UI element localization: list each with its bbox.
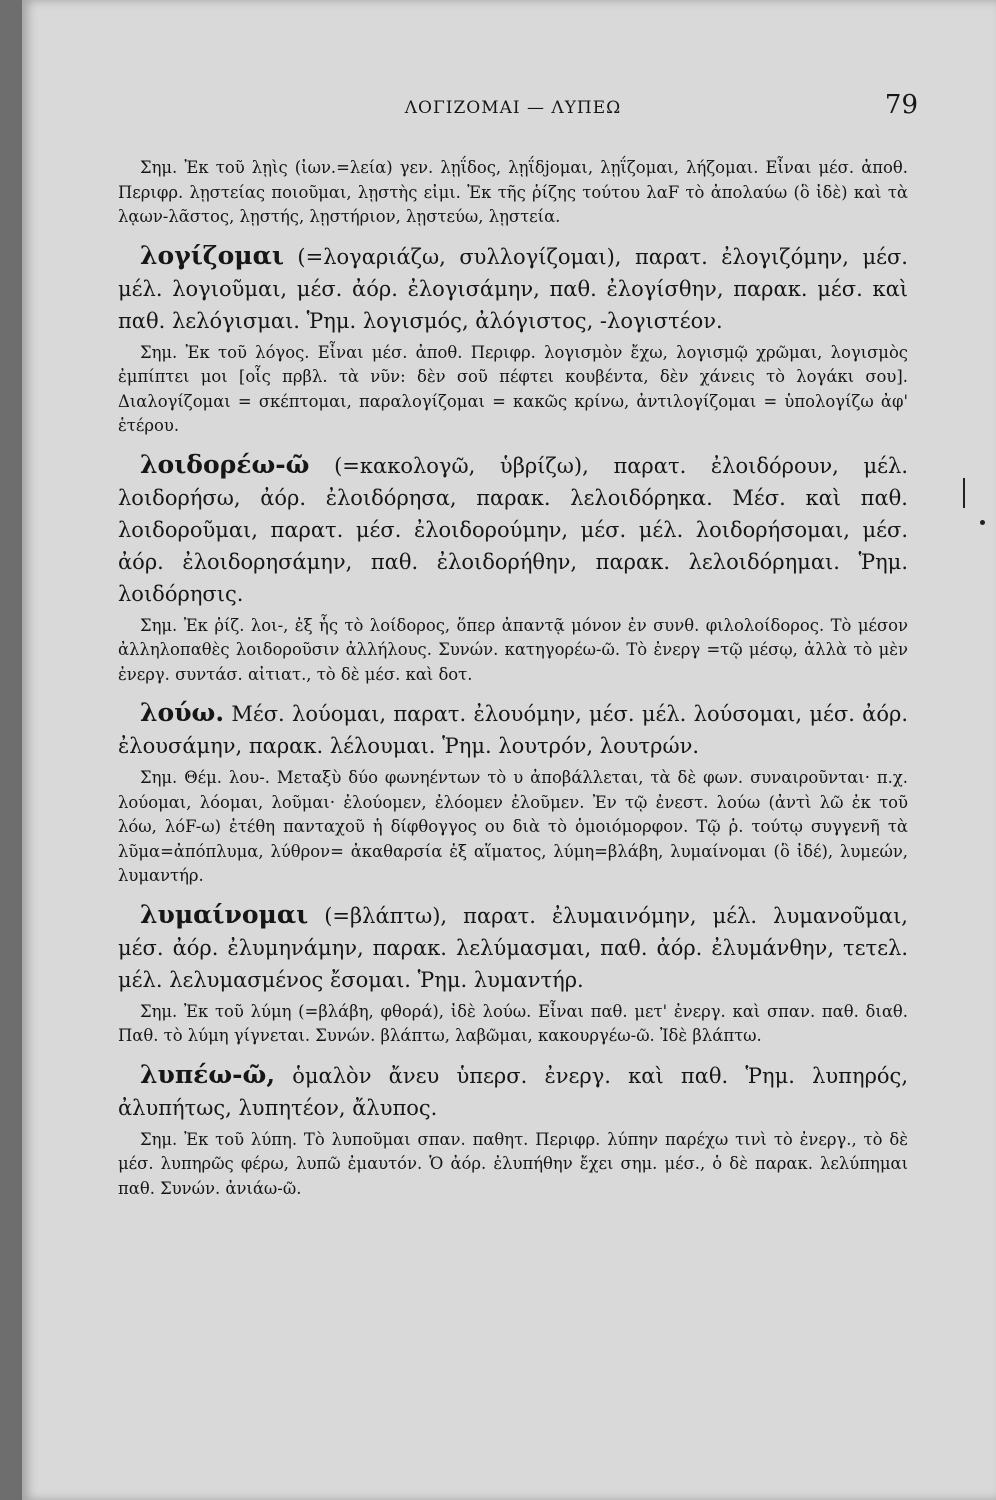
headword: λυπέω-ῶ, [140,1059,276,1089]
running-head: ΛΟΓΙΖΟΜΑΙ — ΛΥΠΕΩ [404,98,622,118]
entry-text: Μέσ. λούομαι, παρατ. ἐλουόμην, μέσ. μέλ. λούσομαι, μέσ. ἀόρ. ἐλουσάμην, παρακ. λέλουμαι. Ῥημ. λουτρόν, λουτρών. [118,702,908,758]
entry-note: Σημ. Ἐκ τοῦ λόγος. Εἶναι μέσ. ἀποθ. Περιφρ. λογισμὸν ἔχω, λογισμῷ χρῶμαι, λογισμὸς ἐμπίπτει μοι [οἷς πρβλ. τὰ νῦν: δὲν σοῦ πέφτει κουβέντα, δὲν χάνεις τὸ λογάκι σου]. Διαλογίζομαι = σκέπτομαι, παραλογίζομαι = κακῶς κρίνω, ἀντιλογίζομαι = ὑπολογίζω ἀφ' ἑτέρου. [118,342,908,435]
entry-definition [118,899,908,996]
entry-text: (=κακολογῶ, ὑβρίζω), παρατ. ἐλοιδόρουν, μέλ. λοιδορήσω, ἀόρ. ἐλοιδόρησα, παρακ. λελοιδόρηκα. Μέσ. καὶ παθ. λοιδοροῦμαι, παρατ. μέσ. ἐλοιδορούμην, μέσ. μέλ. λοιδορήσομαι, μέσ. ἀόρ. ἐλοιδορησάμην, παθ. ἐλοιδορήθην, παρακ. λελοιδόρημαι. Ῥημ. λοιδόρησις. [118,453,908,606]
margin-mark [963,478,965,508]
entry-definition [118,697,908,762]
page-number: 79 [884,90,918,120]
entry-definition [118,1059,908,1124]
entry-note: Σημ. Ἐκ τοῦ λῃὶς (ἰων.=λεία) γεν. λῃΐδος, λῃΐδjομαι, λῃΐζομαι, λήζομαι. Εἶναι μέσ. ἀποθ. Περιφρ. λῃστείας ποιοῦμαι, λῃστὴς εἰμι. Ἐκ τῆς ῥίζης τούτου λαF τὸ ἀπολαύω (ὃ ἰδὲ) καὶ τὰ λᾳων-λᾶστος, λῃστής, λῃστήριον, λῃστεύω, λῃστεία. [118,158,908,226]
headword: λοιδορέω-ῶ [140,449,310,479]
headword: λούω. [140,698,225,727]
entry-leizomai [118,156,908,230]
entry-loidoreo [118,449,908,688]
entry-note: Σημ. Ἐκ τοῦ λύπη. Τὸ λυποῦμαι σπαν. παθητ. Περιφρ. λύπην παρέχω τινὶ τὸ ἐνεργ., τὸ δὲ μέσ. λυπηρῶς φέρω, λυπῶ ἐμαυτόν. Ὁ ἀόρ. ἐλυπήθην ἔχει σημ. μέσ., ὁ δὲ παρακ. λελύπημαι παθ. Συνών. ἀνιάω-ῶ. [118,1129,908,1198]
entry-louo [118,697,908,889]
entry-definition [118,240,908,337]
entry-note: Σημ. Θέμ. λου-. Μεταξὺ δύο φωνηέντων τὸ υ ἀποβάλλεται, τὰ δὲ φων. συναιροῦνται· π.χ. λούομαι, λόομαι, λοῦμαι· ἐλούομεν, ἐλόομεν ἐλοῦμεν. Ἐν τῷ ἐνεστ. λούω (ἀντὶ λῶ ἐκ τοῦ λόω, λόF-ω) ἐτέθη πανταχοῦ ἡ δίφθογγος ου διὰ τὸ ὁμοιόμορφον. Τῷ ῥ. τούτῳ συγγενῆ τὰ λῦμα=ἀπόπλυμα, λύθρον= ἀκαθαρσία ἐξ αἵματος, λύμη=βλάβη, λυμαίνομαι (ὃ ἰδέ), λυμεών, λυμαντήρ. [118,768,908,885]
entry-logizomai [118,240,908,439]
entry-note: Σημ. Ἐκ ῥίζ. λοι-, ἐξ ἧς τὸ λοίδορος, ὅπερ ἀπαντᾷ μόνον ἐν συνθ. φιλολοίδορος. Τὸ μέσον ἀλληλοπαθὲς λοιδοροῦσιν ἀλλήλους. Συνών. κατηγορέω-ῶ. Τὸ ἐνεργ =τῷ μέσῳ, ἀλλὰ τὸ μὲν ἐνεργ. συντάσ. αἰτιατ., τὸ δὲ μέσ. καὶ δοτ. [118,615,908,684]
margin-dot [980,520,985,525]
headword: λυμαίνομαι [140,899,309,929]
book-page [22,0,996,1500]
entry-text: ὁμαλὸν ἄνευ ὑπερσ. ἐνεργ. καὶ παθ. Ῥημ. λυπηρός, ἀλυπήτως, λυπητέον, ἄλυπος. [118,1063,908,1120]
entry-text: (=βλάπτω), παρατ. ἐλυμαινόμην, μέλ. λυμανοῦμαι, μέσ. ἀόρ. ἐλυμηνάμην, παρακ. λελύμασμαι, παθ. ἀόρ. ἐλυμάνθην, τετελ. μέλ. λελυμασμένος ἔσομαι. Ῥημ. λυμαντήρ. [118,903,908,992]
entry-text: (=λογαριάζω, συλλογίζομαι), παρατ. ἐλογιζόμην, μέσ. μέλ. λογιοῦμαι, μέσ. ἀόρ. ἐλογισάμην, παθ. ἐλογίσθην, παρακ. μέσ. καὶ παθ. λελόγισμαι. Ῥημ. λογισμός, ἀλόγιστος, -λογιστέον. [118,244,908,333]
entry-note: Σημ. Ἐκ τοῦ λύμη (=βλάβη, φθορά), ἰδὲ λούω. Εἶναι παθ. μετ' ἐνεργ. καὶ σπαν. παθ. διαθ. Παθ. τὸ λύμη γίγνεται. Συνών. βλάπτω, λαβῶμαι, κακουργέω-ῶ. Ἰδὲ βλάπτω. [118,1001,908,1045]
headword: λογίζομαι [140,240,284,270]
entry-definition [118,449,908,610]
entry-lypeo [118,1059,908,1202]
page-body [118,156,908,1211]
entry-lymainomai [118,899,908,1049]
